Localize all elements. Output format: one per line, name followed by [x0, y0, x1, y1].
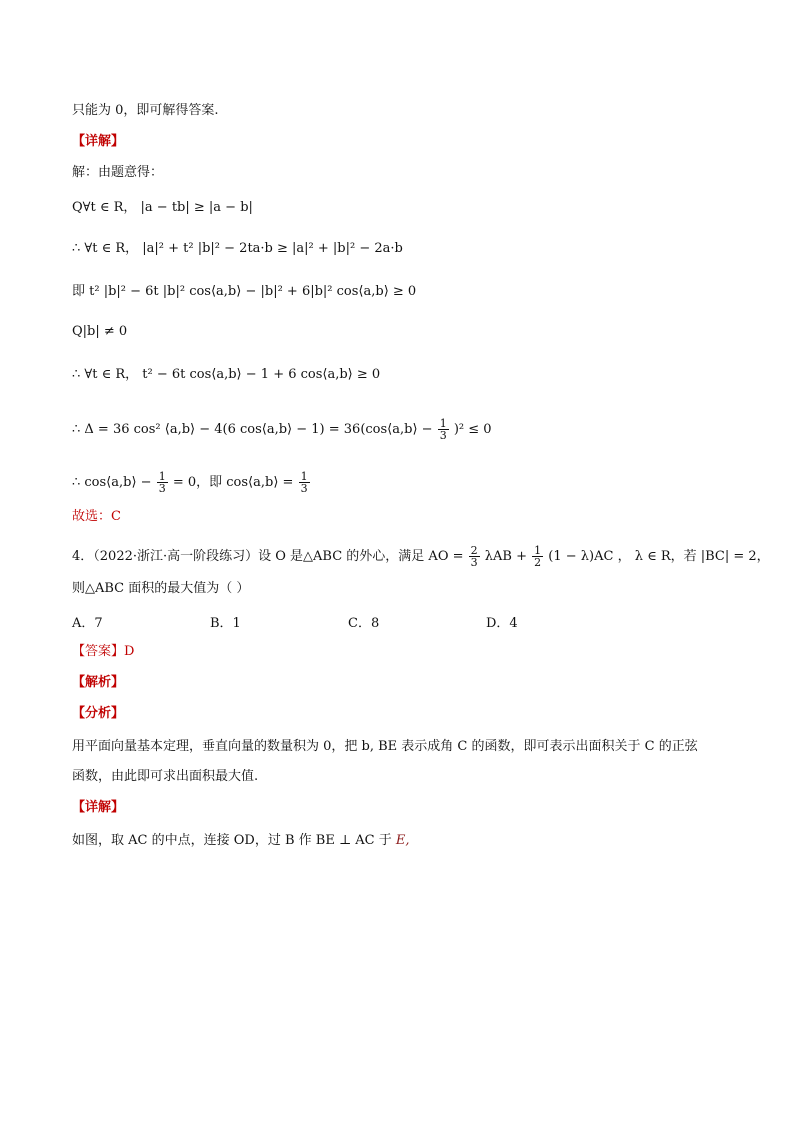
equation-7	[72, 471, 311, 494]
question-4-part: 4．（2022·浙江·高一阶段练习）设 O 是△ABC 的外心，满足 AO =	[72, 549, 464, 564]
fraction: $\frac{1}{2}$	[534, 544, 542, 569]
equation-6-part: )² ≤ 0	[453, 422, 492, 437]
question-4-part: (1 − λ)AC ， λ ∈ R，若 |BC| = 2，	[548, 549, 770, 564]
detail-heading-2: 【详解】	[72, 800, 125, 815]
answer-heading: 【答案】D	[72, 644, 135, 659]
equation-6-part: ∴ Δ = 36 cos² ⟨a,b⟩ − 4(6 cos⟨a,b⟩ − 1) = 36(cos⟨a,b⟩ −	[72, 422, 433, 437]
equation-3: 即 t² |b|² − 6t |b|² cos⟨a,b⟩ − |b|² + 6|b|² cos⟨a,b⟩ ≥ 0	[72, 284, 417, 299]
question-4-part: λAB +	[484, 549, 528, 564]
text-line: 只能为 0，即可解得答案.	[72, 103, 219, 118]
fenxi-heading: 【分析】	[72, 706, 125, 721]
analysis-heading: 【解析】	[72, 675, 125, 690]
text-line: 解：由题意得：	[72, 165, 164, 180]
final-line-point: E,	[395, 833, 410, 848]
paragraph-line-2: 函数，由此即可求出面积最大值.	[72, 769, 259, 784]
final-line-text: 如图，取 AC 的中点，连接 OD，过 B 作 BE ⊥ AC 于	[72, 833, 392, 848]
equation-6	[72, 418, 492, 441]
question-4-stem	[72, 545, 770, 568]
fraction: $\frac{1}{3}$	[158, 470, 166, 495]
answer-line: 故选：C	[72, 509, 121, 524]
section-heading-detail: 【详解】	[72, 134, 125, 149]
equation-2: ∴ ∀t ∈ R， |a|² + t² |b|² − 2ta·b ≥ |a|² + |b|² − 2a·b	[72, 241, 403, 256]
equation-7-part: = 0，即 cos⟨a,b⟩ =	[172, 475, 294, 490]
question-4-line2: 则△ABC 面积的最大值为（ ）	[72, 581, 250, 596]
option-b: B．1	[210, 616, 241, 631]
option-a: A．7	[72, 616, 103, 631]
fraction: $\frac{1}{3}$	[300, 470, 308, 495]
option-c: C．8	[348, 616, 380, 631]
paragraph-line-1: 用平面向量基本定理，垂直向量的数量积为 0，把 b, BE 表示成角 C 的函数，即可表示出面积关于 C 的正弦	[72, 739, 698, 754]
equation-4: Q|b| ≠ 0	[72, 324, 128, 339]
fraction: $\frac{2}{3}$	[470, 544, 478, 569]
fraction: $\frac{1}{3}$	[439, 417, 447, 442]
final-line	[72, 832, 410, 850]
equation-5: ∴ ∀t ∈ R， t² − 6t cos⟨a,b⟩ − 1 + 6 cos⟨a,b⟩ ≥ 0	[72, 367, 381, 382]
equation-7-part: ∴ cos⟨a,b⟩ −	[72, 475, 152, 490]
option-d: D．4	[486, 616, 518, 631]
equation-1: Q∀t ∈ R， |a − tb| ≥ |a − b|	[72, 200, 253, 215]
